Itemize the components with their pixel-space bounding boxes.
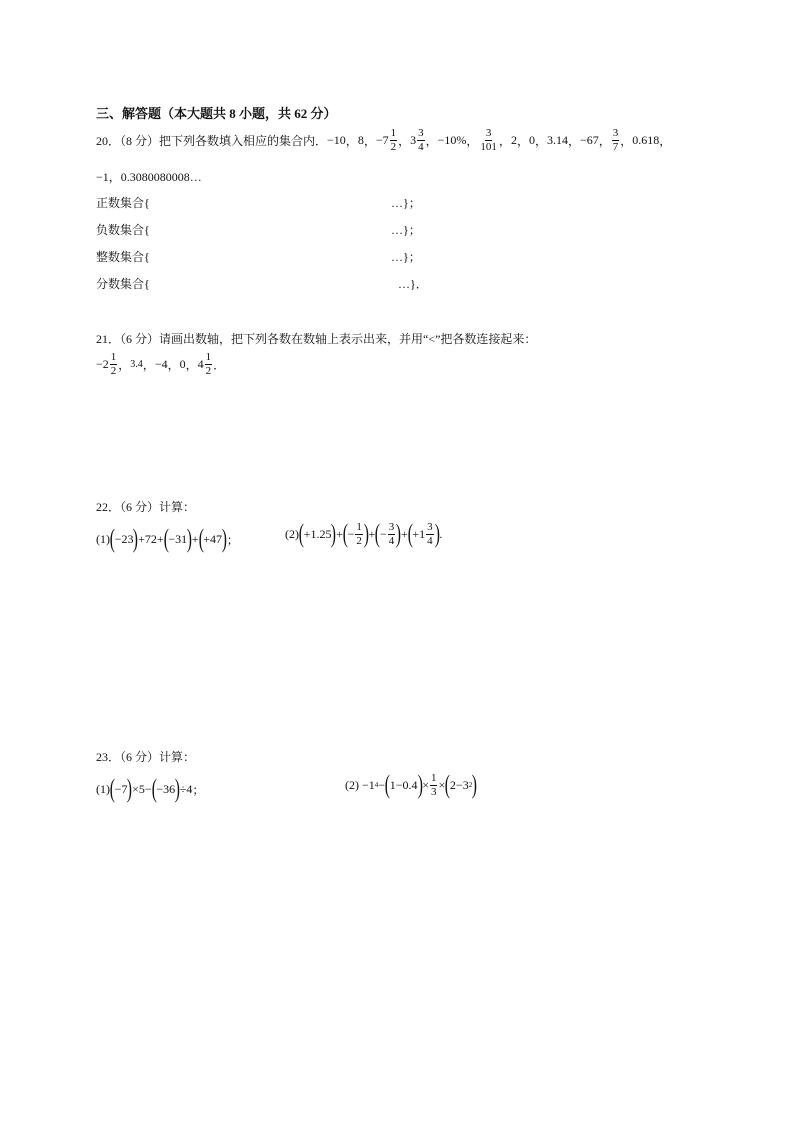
- right-paren: ): [471, 770, 478, 799]
- q20-number: 0.618: [632, 133, 660, 147]
- left-paren: (: [109, 524, 115, 553]
- operator: +: [191, 531, 199, 546]
- right-paren: ): [396, 519, 402, 548]
- q21-mixed-whole: −2: [96, 357, 109, 371]
- denominator: 101: [480, 141, 497, 153]
- denominator: 2: [390, 141, 397, 153]
- left-paren: (: [163, 524, 169, 553]
- q21-number: −4: [154, 357, 168, 371]
- denominator: 4: [427, 534, 433, 547]
- term: −1: [362, 777, 375, 792]
- section-heading: 三、解答题（本大题共 8 小题，共 62 分）: [96, 106, 337, 121]
- denominator: 4: [418, 141, 424, 153]
- operator: +: [336, 526, 343, 541]
- set-end: …}；: [391, 250, 421, 264]
- set-label: 负数集合{: [96, 223, 150, 237]
- term: −23: [114, 531, 134, 546]
- q20-fraction: [390, 128, 398, 153]
- operator: +: [400, 526, 408, 541]
- separator: ，: [567, 134, 580, 148]
- term: +1.25: [303, 526, 332, 541]
- numerator: 3: [612, 127, 619, 139]
- operator: ×: [422, 777, 429, 792]
- set-end: …}．: [398, 277, 428, 291]
- operator: +72+: [138, 531, 164, 546]
- set-label: 正数集合{: [96, 196, 150, 210]
- q20-line-1: [96, 128, 671, 153]
- operator: ×5−: [132, 781, 152, 796]
- term: 2−3: [449, 777, 469, 792]
- q22-prefix: 22．（6 分）计算：: [96, 500, 196, 514]
- set-end: …}；: [391, 196, 421, 210]
- term: −31: [168, 531, 188, 546]
- separator: ，: [620, 134, 633, 148]
- q20-mixed-whole: −7: [375, 133, 389, 147]
- separator: ，: [118, 358, 131, 372]
- right-paren: ): [363, 519, 369, 548]
- left-paren: (: [444, 770, 451, 799]
- separator: ，: [167, 358, 180, 372]
- operator: +: [368, 526, 376, 541]
- operator: −: [378, 777, 386, 792]
- exponent: 2: [468, 781, 473, 789]
- part-label: (1): [96, 531, 110, 546]
- end-mark: ；: [192, 782, 205, 797]
- q21-fraction: [110, 352, 118, 377]
- term: +47: [203, 531, 223, 546]
- left-paren: (: [384, 770, 390, 799]
- right-paren: ): [186, 524, 193, 553]
- q20-number: −10: [327, 133, 346, 147]
- q23-prefix: 23．（6 分）计算：: [96, 750, 196, 764]
- q20-number: −67: [579, 133, 599, 147]
- q20-mixed-whole: 3: [410, 133, 417, 147]
- right-paren: ): [434, 519, 440, 548]
- numerator: 1: [110, 351, 117, 363]
- sign: +1: [412, 526, 426, 541]
- operator: ÷4: [179, 781, 193, 796]
- separator: ，: [534, 134, 547, 148]
- denominator: 2: [205, 365, 212, 377]
- separator: ，: [466, 134, 479, 148]
- right-paren: ): [331, 519, 337, 548]
- numerator: 1: [205, 351, 212, 363]
- separator: ，: [142, 358, 155, 372]
- q20-number: 3.14: [546, 133, 568, 147]
- left-paren: (: [407, 519, 413, 548]
- exponent: 4: [374, 781, 379, 789]
- end-mark: ．: [213, 358, 226, 372]
- q20-number: 8: [357, 133, 364, 147]
- q20-number: 0: [528, 133, 535, 147]
- separator: ，: [598, 134, 611, 148]
- right-paren: ): [133, 524, 139, 553]
- separator: ，: [345, 134, 358, 148]
- part-label: (1): [96, 781, 110, 796]
- term: 1−0.4: [389, 777, 418, 792]
- numerator: 3: [485, 127, 492, 139]
- q22-part-2: [285, 521, 442, 547]
- q20-fraction: [612, 128, 620, 153]
- numerator: 1: [390, 127, 397, 139]
- separator: ，: [425, 134, 438, 148]
- q23-part-1: [96, 776, 204, 802]
- separator: ，: [185, 358, 198, 372]
- right-paren: ): [127, 774, 133, 803]
- numerator: 3: [427, 520, 433, 533]
- left-paren: (: [375, 519, 381, 548]
- part-label: (2): [285, 526, 299, 541]
- numerator: 3: [418, 127, 424, 139]
- left-paren: (: [198, 524, 204, 553]
- left-paren: (: [298, 519, 304, 548]
- end-mark: .: [439, 526, 443, 541]
- separator: ，: [398, 134, 411, 148]
- part-label: (2): [345, 777, 359, 792]
- left-paren: (: [151, 774, 157, 803]
- q21-prefix: 21．（6 分）请画出数轴，把下列各数在数轴上表示出来，并用“<”把各数连接起来：: [96, 332, 537, 346]
- separator: ，: [659, 134, 672, 148]
- q23-part-2: [345, 772, 477, 798]
- denominator: 4: [388, 534, 395, 547]
- numerator: 1: [430, 771, 437, 784]
- term: −36: [156, 781, 176, 796]
- q22-part-1: [96, 526, 239, 552]
- q20-line-2: −1，0.3080080008…: [96, 170, 202, 184]
- separator: ，: [498, 134, 511, 148]
- q20-prefix: 20．（8 分）把下列各数填入相应的集合内．: [96, 134, 328, 148]
- q20-set-positive[interactable]: [96, 194, 421, 211]
- left-paren: (: [109, 774, 115, 803]
- sign: −: [347, 526, 355, 541]
- q20-fraction: [417, 128, 425, 153]
- q22-fraction: [388, 522, 396, 547]
- q20-number: 2: [510, 133, 517, 147]
- operator: ×: [438, 777, 446, 792]
- separator: ，: [363, 134, 376, 148]
- q20-fraction: [479, 128, 498, 153]
- q21-numbers: [96, 352, 225, 377]
- numerator: 3: [388, 520, 395, 533]
- q20-set-integer[interactable]: [96, 248, 421, 265]
- q21-mixed-whole: 4: [197, 357, 204, 371]
- left-paren: (: [342, 519, 348, 548]
- end-mark: ；: [226, 532, 239, 547]
- set-label: 整数集合{: [96, 250, 150, 264]
- q20-number: −10%: [437, 133, 467, 147]
- q21-number: 3.4: [130, 359, 143, 370]
- sign: −: [379, 526, 387, 541]
- term: −7: [114, 781, 128, 796]
- q22-fraction: [426, 522, 434, 547]
- right-paren: ): [417, 770, 423, 799]
- q20-set-negative[interactable]: [96, 221, 421, 238]
- q20-set-fraction[interactable]: [96, 275, 428, 292]
- right-paren: ): [221, 524, 227, 553]
- denominator: 2: [110, 365, 117, 377]
- numerator: 1: [356, 520, 362, 533]
- separator: ，: [516, 134, 529, 148]
- denominator: 3: [430, 785, 437, 798]
- set-end: …}；: [391, 223, 421, 237]
- q23-fraction: [430, 773, 438, 798]
- right-paren: ): [174, 774, 181, 803]
- q22-fraction: [355, 522, 363, 547]
- q21-fraction: [205, 352, 213, 377]
- denominator: 2: [356, 534, 362, 547]
- q21-number: 0: [179, 357, 186, 371]
- denominator: 7: [612, 141, 619, 153]
- set-label: 分数集合{: [96, 277, 150, 291]
